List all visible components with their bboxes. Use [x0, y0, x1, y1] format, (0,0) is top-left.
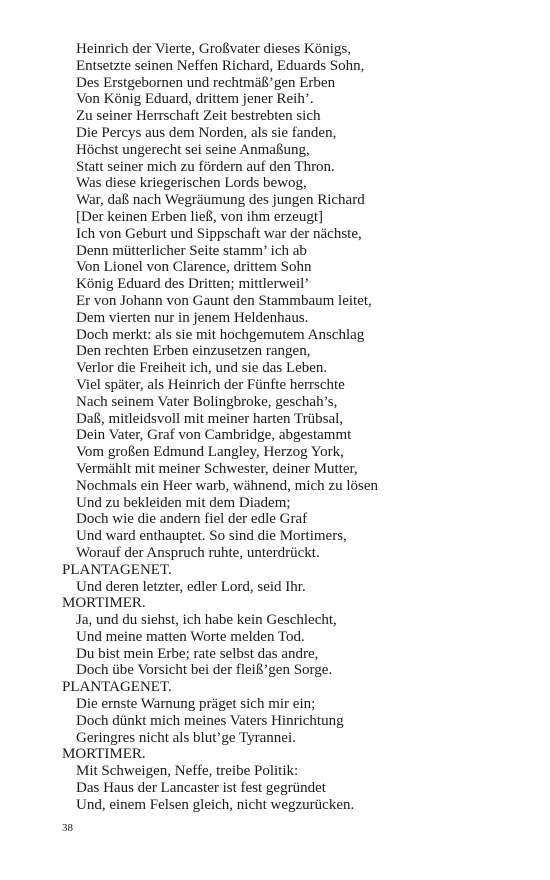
- verse-line: Ja, und du siehst, ich habe kein Geschlecht,: [76, 612, 337, 629]
- verse-line: Und ward enthauptet. So sind die Mortimers,: [76, 528, 347, 545]
- verse-line: Er von Johann von Gaunt den Stammbaum leitet,: [76, 292, 372, 309]
- verse-line: Zu seiner Herrschaft Zeit bestrebten sich: [76, 108, 321, 125]
- speaker-name: PLANTAGENET.: [62, 679, 172, 696]
- verse-line: Des Erstgebornen und rechtmäß’gen Erben: [76, 74, 336, 91]
- verse-line: Dem vierten nur in jenem Heldenhaus.: [76, 309, 309, 326]
- page-number: 38: [62, 822, 73, 834]
- verse-line: Worauf der Anspruch ruhte, unterdrückt.: [76, 544, 320, 561]
- verse-line: Nach seinem Vater Bolingbroke, geschah’s,: [76, 393, 338, 410]
- verse-line: König Eduard des Dritten; mittlerweil’: [76, 276, 310, 293]
- verse-line: Doch dünkt mich meines Vaters Hinrichtung: [76, 712, 344, 729]
- verse-line: [Der keinen Erben ließ, von ihm erzeugt]: [76, 208, 323, 225]
- verse-line: Geringres nicht als blut’ge Tyrannei.: [76, 729, 296, 746]
- verse-line: Und deren letzter, edler Lord, seid Ihr.: [76, 578, 306, 595]
- verse-line: Und, einem Felsen gleich, nicht wegzurücken.: [76, 796, 355, 813]
- verse-line: Doch übe Vorsicht bei der fleiß’gen Sorge.: [76, 662, 333, 679]
- verse-line: Was diese kriegerischen Lords bewog,: [76, 175, 307, 192]
- verse-line: Heinrich der Vierte, Großvater dieses Königs,: [76, 41, 351, 57]
- verse-line: Viel später, als Heinrich der Fünfte herrschte: [76, 376, 345, 393]
- verse-line: Den rechten Erben einzusetzen rangen,: [76, 343, 311, 360]
- verse-line: Dein Vater, Graf von Cambridge, abgestammt: [76, 427, 352, 444]
- verse-line: Die ernste Warnung präget sich mir ein;: [76, 696, 316, 713]
- verse-line: Höchst ungerecht sei seine Anmaßung,: [76, 141, 310, 158]
- verse-line: Entsetzte seinen Neffen Richard, Eduards Sohn,: [76, 57, 365, 74]
- verse-line: War, daß nach Wegräumung des jungen Richard: [76, 192, 365, 209]
- verse-line: Verlor die Freiheit ich, und sie das Leben.: [76, 360, 328, 377]
- verse-line: Statt seiner mich zu fördern auf den Thron.: [76, 158, 335, 175]
- verse-line: Nochmals ein Heer warb, wähnend, mich zu lösen: [76, 477, 378, 494]
- verse-line: Denn mütterlicher Seite stamm’ ich ab: [76, 242, 307, 259]
- verse-line: Vom großen Edmund Langley, Herzog York,: [76, 444, 344, 461]
- verse-line: Du bist mein Erbe; rate selbst das andre,: [76, 645, 319, 662]
- verse-line: Von Lionel von Clarence, drittem Sohn: [76, 259, 312, 276]
- speaker-name: PLANTAGENET.: [62, 561, 172, 578]
- verse-line: Und meine matten Worte melden Tod.: [76, 628, 305, 645]
- verse-line: Doch wie die andern fiel der edle Graf: [76, 511, 308, 528]
- drama-text: [62, 41, 532, 814]
- speaker-name: MORTIMER.: [62, 746, 146, 763]
- speaker-name: MORTIMER.: [62, 595, 146, 612]
- verse-line: Doch merkt: als sie mit hochgemutem Anschlag: [76, 326, 365, 343]
- verse-line: Die Percys aus dem Norden, als sie fanden,: [76, 124, 337, 141]
- verse-line: Mit Schweigen, Neffe, treibe Politik:: [76, 763, 299, 780]
- verse-line: Und zu bekleiden mit dem Diadem;: [76, 494, 291, 511]
- verse-line: Ich von Geburt und Sippschaft war der nächste,: [76, 225, 362, 242]
- verse-line: Von König Eduard, drittem jener Reih’.: [76, 91, 314, 108]
- verse-line: Das Haus der Lancaster ist fest gegründet: [76, 780, 326, 797]
- verse-line: Daß, mitleidsvoll mit meiner harten Trübsal,: [76, 410, 344, 427]
- verse-line: Vermählt mit meiner Schwester, deiner Mutter,: [76, 460, 358, 477]
